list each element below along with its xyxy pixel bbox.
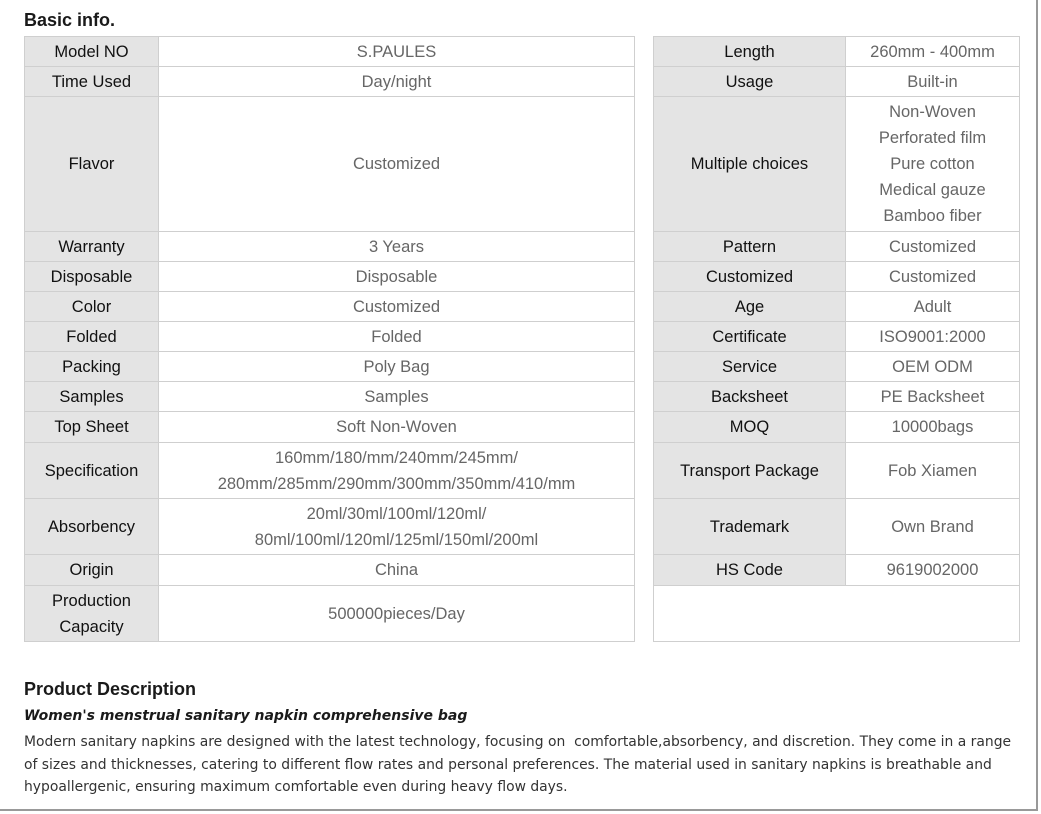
spec-row (25, 322, 635, 352)
spec-value (159, 499, 635, 555)
product-description-subtitle: Women's menstrual sanitary napkin comprehensive bag (24, 708, 468, 724)
spec-row (654, 322, 1020, 352)
spec-key: Packing (25, 352, 159, 382)
spec-key: Specification (25, 443, 159, 499)
spec-value: S.PAULES (159, 37, 635, 67)
spec-table-left (24, 36, 635, 642)
spec-value-line: Pure cotton (890, 155, 975, 173)
spec-row (654, 382, 1020, 412)
spec-key: Samples (25, 382, 159, 412)
spec-key-line: Capacity (59, 617, 124, 636)
spec-row (654, 262, 1020, 292)
spec-value: Customized (159, 292, 635, 322)
spec-key: Pattern (654, 232, 846, 262)
spec-key: Usage (654, 67, 846, 97)
spec-key: Certificate (654, 322, 846, 352)
spec-key: Disposable (25, 262, 159, 292)
spec-value: Soft Non-Woven (159, 412, 635, 443)
spec-value: 500000pieces/Day (159, 586, 635, 642)
spec-value-line: Non-Woven (889, 103, 976, 121)
spec-key: Customized (654, 262, 846, 292)
spec-key: MOQ (654, 412, 846, 443)
spec-value-line: 280mm/285mm/290mm/300mm/350mm/410/mm (217, 474, 576, 493)
spec-key: Origin (25, 555, 159, 586)
spec-key: HS Code (654, 555, 846, 586)
spec-value: 260mm - 400mm (846, 37, 1020, 67)
spec-table-right (653, 36, 1020, 642)
spec-row (25, 37, 635, 67)
spec-row (654, 499, 1020, 555)
spec-row (654, 97, 1020, 232)
spec-value (846, 97, 1020, 232)
spec-key: Color (25, 292, 159, 322)
spec-value: Customized (846, 232, 1020, 262)
spec-key: Flavor (25, 97, 159, 232)
spec-value-line: 160mm/180/mm/240mm/245mm/ (275, 448, 518, 467)
spec-row (25, 232, 635, 262)
spec-value (159, 443, 635, 499)
spec-key: Transport Package (654, 443, 846, 499)
spec-row (654, 412, 1020, 443)
spec-row (25, 67, 635, 97)
spec-key: Model NO (25, 37, 159, 67)
spec-row (654, 555, 1020, 586)
spec-value: Disposable (159, 262, 635, 292)
spec-row-empty (654, 586, 1020, 642)
spec-row (25, 499, 635, 555)
spec-key (25, 586, 159, 642)
spec-key: Folded (25, 322, 159, 352)
spec-row (25, 382, 635, 412)
spec-value: Samples (159, 382, 635, 412)
spec-value: 9619002000 (846, 555, 1020, 586)
spec-value: Own Brand (846, 499, 1020, 555)
spec-row (25, 97, 635, 232)
spec-row (654, 443, 1020, 499)
spec-value: 3 Years (159, 232, 635, 262)
spec-value: Built-in (846, 67, 1020, 97)
spec-value-line: Medical gauze (879, 181, 986, 199)
spec-key: Age (654, 292, 846, 322)
spec-value: Day/night (159, 67, 635, 97)
product-description-body: Modern sanitary napkins are designed with the latest technology, focusing on comfortable,absorbency, and discretion. They come in a range of sizes and thicknesses, catering to different flow rates and personal preferences. The material used in sanitary napkins is breathable and hypoallergenic, ensuring maximum comfortable even during heavy flow days. (24, 734, 1016, 795)
spec-row (654, 292, 1020, 322)
spec-row (25, 586, 635, 642)
spec-row (25, 412, 635, 443)
spec-row (654, 232, 1020, 262)
spec-key: Backsheet (654, 382, 846, 412)
spec-key: Time Used (25, 67, 159, 97)
spec-value-line: 20ml/30ml/100ml/120ml/ (306, 504, 487, 523)
spec-value-line: Bamboo fiber (883, 207, 982, 225)
spec-key: Service (654, 352, 846, 382)
spec-row (25, 292, 635, 322)
spec-value: Customized (159, 97, 635, 232)
spec-value: PE Backsheet (846, 382, 1020, 412)
spec-row (654, 352, 1020, 382)
spec-row (25, 262, 635, 292)
spec-value: Customized (846, 262, 1020, 292)
spec-key: Top Sheet (25, 412, 159, 443)
spec-key: Length (654, 37, 846, 67)
product-description-title: Product Description (24, 679, 197, 699)
spec-row (654, 67, 1020, 97)
spec-value: Fob Xiamen (846, 443, 1020, 499)
spec-value: Adult (846, 292, 1020, 322)
spec-row (654, 37, 1020, 67)
spec-value: OEM ODM (846, 352, 1020, 382)
spec-value: 10000bags (846, 412, 1020, 443)
spec-value-line: Perforated film (878, 129, 987, 147)
spec-value-line: 80ml/100ml/120ml/125ml/150ml/200ml (254, 530, 539, 549)
spec-value: Folded (159, 322, 635, 352)
spec-value: Poly Bag (159, 352, 635, 382)
spec-key-line: Production (52, 591, 131, 610)
spec-row (25, 443, 635, 499)
spec-tables (24, 36, 1018, 642)
spec-key: Multiple choices (654, 97, 846, 232)
spec-empty-cell (654, 586, 1020, 642)
spec-key: Warranty (25, 232, 159, 262)
spec-row (25, 352, 635, 382)
spec-key: Absorbency (25, 499, 159, 555)
basic-info-title: Basic info. (24, 10, 116, 30)
spec-value: ISO9001:2000 (846, 322, 1020, 352)
spec-key: Trademark (654, 499, 846, 555)
spec-row (25, 555, 635, 586)
spec-value: China (159, 555, 635, 586)
